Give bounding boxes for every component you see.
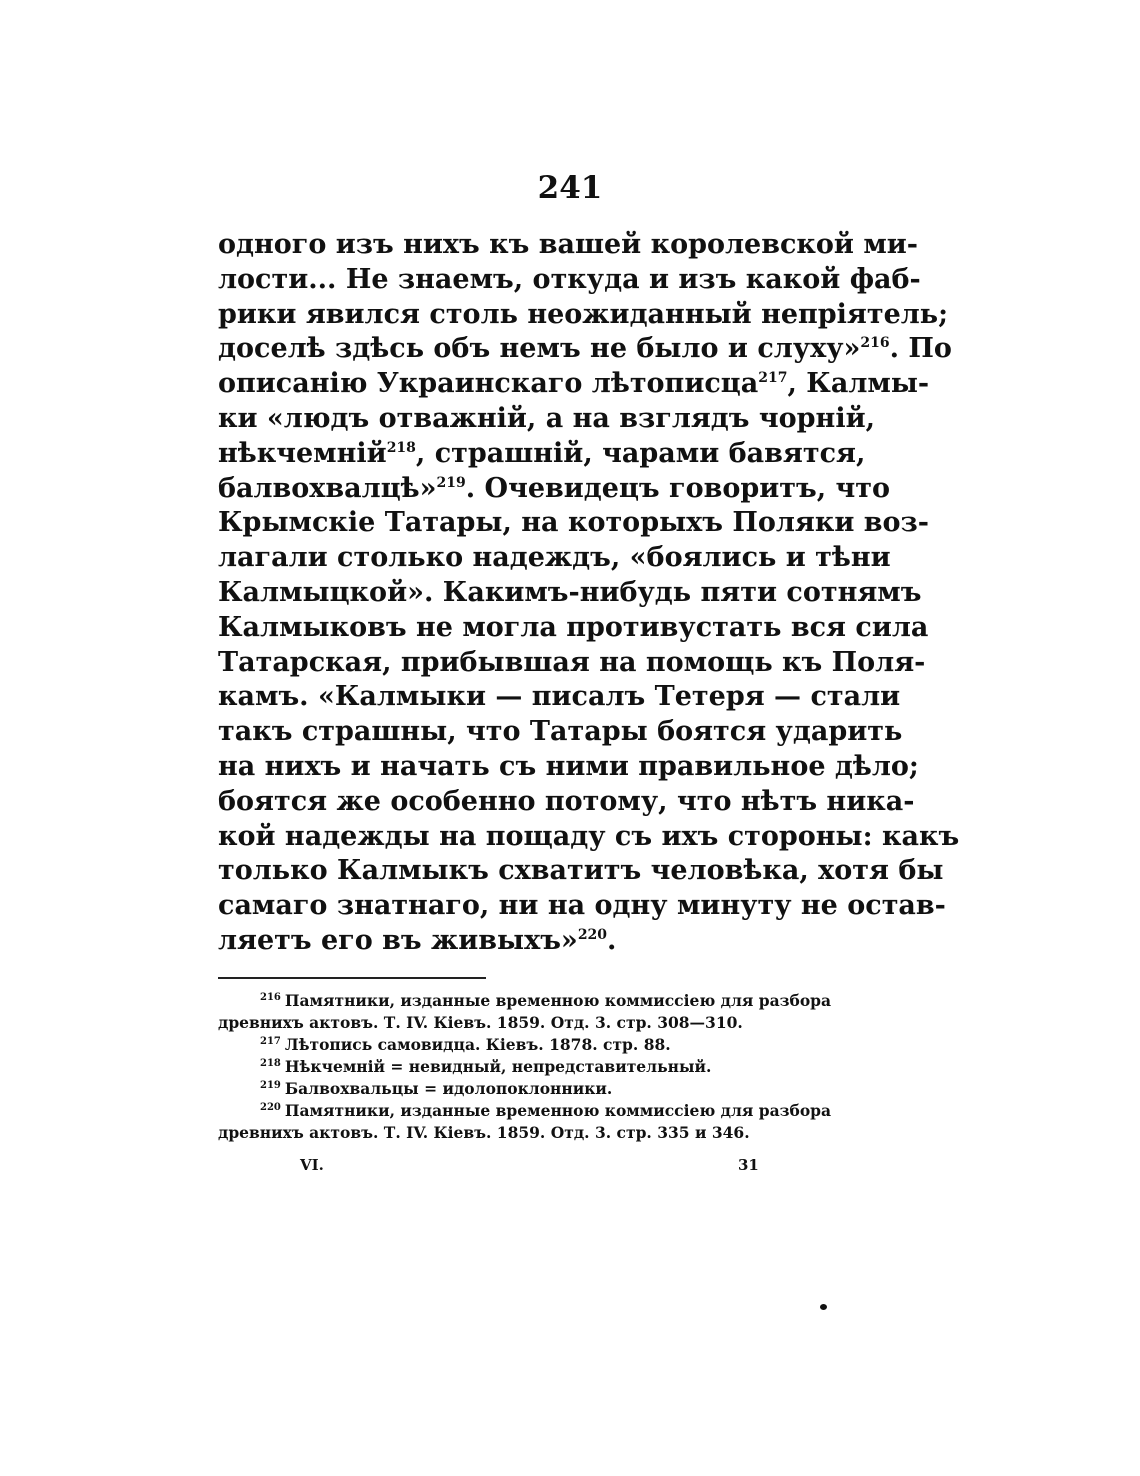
footnote-ref-220[interactable]: 220 [577, 926, 608, 943]
body-line-18 [218, 820, 960, 855]
footnote-text: Памятники, изданные временною коммиссіею для разбора [284, 991, 832, 1010]
body-line-text-after: , страшній, чарами бавятся, [415, 437, 866, 469]
body-line-text: лагали столько надеждъ, «боялись и тѣни [218, 542, 891, 574]
body-line-6 [218, 402, 876, 437]
footnote-ref-216[interactable]: 216 [860, 335, 890, 352]
footnote-ref-218[interactable]: 218 [386, 439, 416, 456]
footnote-text: Балвохвальцы = идолопоклонники. [284, 1079, 613, 1098]
footnote-number: 219 [260, 1079, 281, 1091]
footnote-divider [218, 977, 486, 979]
footnote-number: 217 [260, 1035, 281, 1047]
body-line-11 [218, 576, 922, 611]
body-line-13 [218, 646, 926, 681]
footnote-216 [218, 990, 832, 1012]
body-line-text: Крымскіе Татары, на которыхъ Поляки воз- [218, 507, 929, 539]
page-number: 241 [537, 170, 603, 206]
body-line-text: ляетъ его въ живыхъ» [218, 924, 578, 956]
footnote-ref-217[interactable]: 217 [758, 370, 788, 387]
body-text [218, 228, 960, 959]
body-line-text-after: . По [889, 333, 952, 365]
footnote-ref-219[interactable]: 219 [436, 474, 466, 491]
body-line-text: камъ. «Калмыки — писалъ Тетеря — стали [218, 681, 901, 713]
footnote-number: 216 [260, 991, 281, 1003]
body-line-text: балвохвалцѣ» [218, 472, 437, 504]
body-line-text: на нихъ и начать съ ними правильное дѣло; [218, 750, 919, 782]
footnote-217 [218, 1034, 804, 1056]
footnote-text: древнихъ актовъ. Т. IV. Кіевъ. 1859. Отд. 3. стр. 308—310. [218, 1013, 743, 1032]
footnote-220 [218, 1100, 832, 1122]
body-line-text: Татарская, прибывшая на помощь къ Поля- [218, 646, 926, 678]
footnote-number: 218 [260, 1057, 281, 1069]
body-line-8 [218, 472, 890, 507]
body-line-text-after: . [607, 924, 617, 956]
body-line-4 [218, 332, 952, 367]
footnote-text: Памятники, изданные временною коммиссіею для разбора [284, 1101, 832, 1120]
body-line-17 [218, 785, 915, 820]
ink-speck [820, 1304, 827, 1310]
body-line-text-after: , Калмы- [787, 368, 930, 400]
footnote-218 [218, 1056, 804, 1078]
footnote-text: древнихъ актовъ. Т. IV. Кіевъ. 1859. Отд. 3. стр. 335 и 346. [218, 1123, 750, 1142]
footnote-220-continued [218, 1122, 804, 1144]
body-line-19 [218, 854, 944, 889]
body-line-1 [218, 228, 919, 263]
body-line-text: Калмыцкой». Какимъ-нибудь пяти сотнямъ [218, 576, 922, 608]
body-line-20 [218, 889, 946, 924]
body-line-12 [218, 611, 929, 646]
footnote-text: Нѣкчемній = невидный, непредставительный. [284, 1057, 712, 1076]
signature-volume: VI. [300, 1156, 324, 1174]
body-line-text: лости... Не знаемъ, откуда и изъ какой фаб- [218, 263, 921, 295]
footnote-number: 220 [260, 1101, 281, 1113]
body-line-5 [218, 367, 930, 402]
body-line-text: ки «людъ отважній, а на взглядъ чорній, [218, 402, 876, 434]
body-line-16 [218, 750, 919, 785]
body-line-9 [218, 506, 929, 541]
body-line-text: кой надежды на пощаду съ ихъ стороны: какъ [218, 820, 960, 852]
body-line-2 [218, 263, 921, 298]
body-line-text: нѣкчемній [218, 437, 387, 469]
body-line-15 [218, 715, 903, 750]
body-line-text: только Калмыкъ схватитъ человѣка, хотя бы [218, 855, 944, 887]
body-line-text-after: . Очевидецъ говоритъ, что [465, 472, 890, 504]
body-line-text: рики явился столь неожиданный непріятель; [218, 298, 949, 330]
body-line-text: одного изъ нихъ къ вашей королевской ми- [218, 229, 919, 260]
footnote-216-continued [218, 1012, 804, 1034]
footnotes [218, 990, 832, 1144]
body-line-text: описанію Украинскаго лѣтописца [218, 368, 759, 400]
body-line-10 [218, 541, 891, 576]
body-line-text: такъ страшны, что Татары боятся ударить [218, 716, 903, 748]
body-line-21 [218, 924, 808, 959]
footnote-219 [218, 1078, 804, 1100]
body-line-text: Калмыковъ не могла противустать вся сила [218, 611, 929, 643]
body-line-7 [218, 437, 866, 472]
body-line-14 [218, 680, 901, 715]
body-line-text: доселѣ здѣсь объ немъ не было и слуху» [218, 333, 861, 365]
signature-sheet: 31 [738, 1156, 759, 1174]
body-line-3 [218, 298, 949, 333]
body-line-text: боятся же особенно потому, что нѣтъ ника- [218, 785, 915, 817]
footnote-text: Лѣтопись самовидца. Кіевъ. 1878. стр. 88. [284, 1035, 671, 1054]
body-line-text: самаго знатнаго, ни на одну минуту не остав- [218, 890, 946, 922]
